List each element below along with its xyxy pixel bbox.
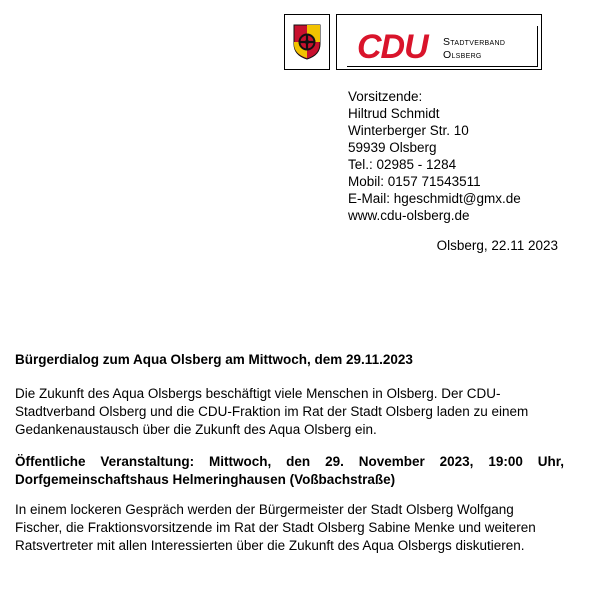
cdu-logo	[347, 26, 538, 67]
contact-street: Winterberger Str. 10	[348, 123, 469, 138]
cdu-subtitle-line1: Stadtverband	[443, 36, 506, 48]
description-paragraph: In einem lockeren Gespräch werden der Bürgermeister der Stadt Olsberg Wolfgang Fischer, die Fraktionsvorsitzende im Rat der Stadt Olsberg Sabine Menke und weiteren Ratsvertreter mit allen Interessierten über die Zukunft des Aqua Olsbergs diskutieren.	[15, 502, 536, 553]
contact-website: www.cdu-olsberg.de	[348, 208, 470, 223]
intro-paragraph: Die Zukunft des Aqua Olsbergs beschäftigt viele Menschen in Olsberg. Der CDU-Stadtverband Olsberg und die CDU-Fraktion im Rat der Stadt Olsberg laden zu einem Gedankenaustausch über die Zukunft des Aqua Olsberg ein.	[15, 386, 529, 437]
contact-name: Hiltrud Schmidt	[348, 106, 440, 121]
cdu-wordmark: CDU	[357, 28, 428, 66]
event-details	[15, 453, 564, 489]
contact-city: 59939 Olsberg	[348, 140, 437, 155]
contact-phone: Tel.: 02985 - 1284	[348, 157, 457, 172]
cdu-subtitle	[443, 36, 505, 62]
cdu-logo-frame	[336, 14, 542, 70]
document-date: Olsberg, 22.11 2023	[436, 238, 558, 253]
headline: Bürgerdialog zum Aqua Olsberg am Mittwoch, dem 29.11.2023	[15, 352, 413, 367]
contact-label: Vorsitzende:	[348, 89, 423, 104]
event-line-2: Dorfgemeinschaftshaus Helmeringhausen (Voßbachstraße)	[15, 472, 396, 487]
event-line-1: Öffentliche Veranstaltung: Mittwoch, den 29. November 2023, 19:00 Uhr,	[15, 454, 564, 469]
contact-email: E-Mail: hgeschmidt@gmx.de	[348, 191, 521, 206]
coat-of-arms-frame	[284, 14, 330, 70]
coat-of-arms-icon	[293, 24, 321, 60]
contact-mobile: Mobil: 0157 71543511	[348, 174, 481, 189]
cdu-subtitle-line2: Olsberg	[443, 49, 482, 61]
contact-block	[348, 88, 521, 224]
